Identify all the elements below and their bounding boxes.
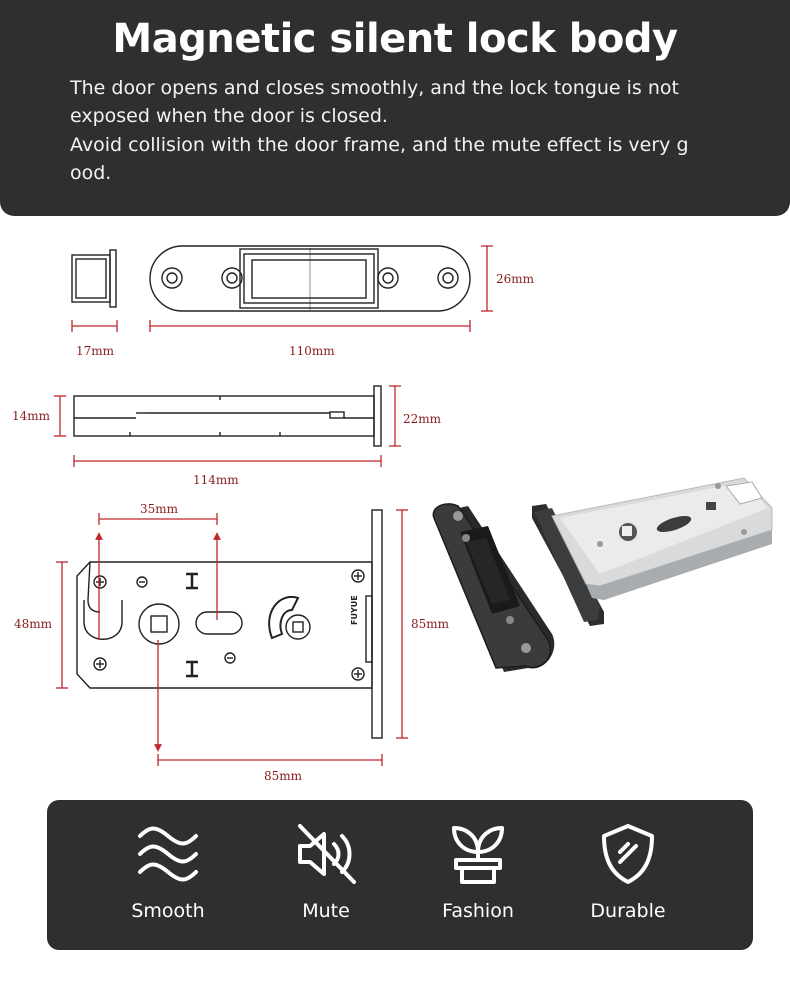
- plant-icon: [446, 822, 510, 886]
- lock-brand-stamp: FUYUE: [350, 595, 359, 625]
- dim-side-length: 114mm: [193, 473, 239, 487]
- dim-height-85: 85mm: [411, 617, 450, 631]
- feature-mute: [251, 800, 401, 950]
- description-line-3: Avoid collision with the door frame, and the mute effect is very g: [70, 134, 689, 156]
- features-bar: [47, 800, 753, 950]
- feature-smooth: [93, 800, 243, 950]
- dim-backset-spacing: 35mm: [140, 502, 179, 516]
- dim-width-85: 85mm: [264, 769, 303, 783]
- feature-label: Fashion: [442, 900, 514, 922]
- dim-strike-length: 110mm: [289, 344, 335, 358]
- strike-plate-front-view: [150, 246, 470, 311]
- dim-side-thickness: 14mm: [12, 409, 51, 423]
- dim-height-48: 48mm: [14, 617, 53, 631]
- mute-speaker-icon: [294, 822, 358, 886]
- description-line-1: The door opens and closes smoothly, and the lock tongue is not: [70, 77, 679, 99]
- lock-side-view: [74, 386, 381, 446]
- strike-dimension-lines: [72, 246, 493, 332]
- page-title: Magnetic silent lock body: [112, 16, 678, 62]
- strike-plate-render: [433, 504, 554, 672]
- lock-front-view: [77, 510, 382, 738]
- feature-fashion: [403, 800, 553, 950]
- feature-durable: [553, 800, 703, 950]
- feature-label: Mute: [302, 900, 350, 922]
- lock-body-render: [532, 478, 772, 626]
- side-dimension-lines: [54, 386, 401, 467]
- shield-icon: [596, 822, 660, 886]
- dim-side-plate: 22mm: [403, 412, 442, 426]
- description-line-2: exposed when the door is closed.: [70, 105, 388, 127]
- feature-label: Smooth: [131, 900, 205, 922]
- feature-label: Durable: [590, 900, 666, 922]
- dim-strike-width: 17mm: [76, 344, 115, 358]
- strike-box-side-view: [72, 250, 116, 307]
- description-line-4: ood.: [70, 162, 112, 184]
- dim-strike-height: 26mm: [496, 272, 535, 286]
- waves-icon: [136, 822, 200, 886]
